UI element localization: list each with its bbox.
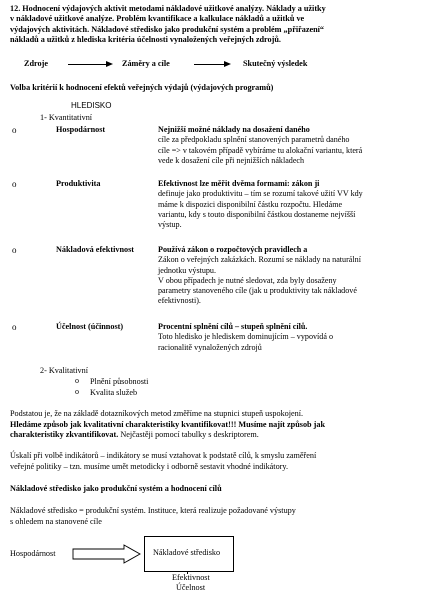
criterion-name: Produktivita [56, 179, 101, 188]
quantitative-label: 1- Kvantitativní [40, 113, 93, 122]
section-title: Nákladové středisko jako produkční systém a hodnocení cílů [10, 484, 222, 493]
criterion-description [158, 322, 333, 353]
flow-result: Skutečný výsledek [243, 59, 308, 68]
paragraph-line: Hledáme způsob jak kvalitativní charakteristiky kvantifikovat!!! Musíme najít způsob jak [10, 419, 326, 429]
criterion-line: definuje jako produktivitu – tím se rozumí takové užití VV kdy [158, 189, 363, 199]
criterion-line: parametry stanoveného cíle (jak u produktivity tak nákladové [158, 286, 357, 296]
criterion-line: variantu, kdy s touto disponibilní částkou dostaneme nejvíšší [158, 209, 356, 219]
bullet-icon: o [12, 125, 17, 135]
flow-arrow-line [68, 64, 108, 65]
paragraph-line: Podstatou je, že na základě dotazníkových metod změříme na stupnici stupeň uspokojení. [10, 409, 304, 418]
text: Nejčastěji pomocí tabulky s deskriptorem. [118, 430, 259, 439]
criterion-description [158, 125, 362, 166]
criterion-description [158, 245, 361, 307]
paragraph-line: Nákladové středisko = produkční systém. Instituce, která realizuje požadované výstupy [10, 506, 296, 515]
hledisko-label: HLEDISKO [71, 101, 112, 110]
below-label: Efektivnost [172, 573, 210, 582]
heading-line: nákladů a užitků z hlediska kritéria účelnosti vynaložených veřejných zdrojů. [10, 35, 281, 45]
list-item: Kvalita služeb [90, 388, 138, 397]
paragraph-line: s ohledem na stanovené cíle [10, 516, 102, 526]
heading-line: 12. Hodnocení výdajových aktivit metodami nákladové užitkové analýzy. Náklady a užitky [10, 4, 326, 13]
paragraph-line: veřejné politiky – tzn. musíme umět metodicky i odborně sestavit vhodné indikátory. [10, 461, 289, 471]
criterion-line: Toto hledisko je hlediskem dominujícím – vypovídá o [158, 332, 334, 342]
criterion-line: cíle => v takovém případě vybíráme tu alokační variantu, která [158, 145, 363, 155]
diagram-left-label: Hospodárnost [10, 549, 56, 558]
bold-text: charakteristiky zkvantifikovat. [10, 430, 119, 439]
bullet-icon: o [75, 387, 79, 396]
bullet-icon: o [12, 322, 17, 332]
heading-line: výdajových aktivitách. Nákladové středisko jako produkční systém a problém „přiřazení“ [10, 24, 325, 34]
criterion-line: vede k dosažení cíle při nejnižších nákladech [158, 155, 305, 165]
bullet-icon: o [75, 376, 79, 385]
flow-arrow-line [194, 64, 226, 65]
paragraph-line: Úskalí při volbě indikátorů – indikátory se musí vztahovat k podstatě cílů, k smyslu zaměření [10, 451, 317, 460]
criterion-line: jednotku výstupu. [158, 265, 217, 275]
flow-arrow-icon [224, 61, 231, 67]
flow-arrow-icon [106, 61, 113, 67]
criteria-title: Volba kritérií k hodnocení efektů veřejných výdajů (výdajových programů) [10, 83, 274, 92]
block-arrow-icon [72, 544, 142, 564]
list-item: Plnění působnosti [90, 377, 149, 386]
flow-source: Zdroje [24, 59, 48, 68]
criterion-line: V obou případech je nutné sledovat, zda byly dosaženy [158, 275, 337, 285]
criterion-line: Používá zákon o rozpočtových pravidlech a [158, 245, 308, 254]
criterion-line: Zákon o veřejných zakázkách. Rozumí se náklady na naturální [158, 255, 361, 265]
flow-goals: Záměry a cíle [122, 59, 170, 68]
bullet-icon: o [12, 245, 17, 255]
heading-line: v nákladové užitkové analýze. Problém kvantifikace a kalkulace nákladů a užitků ve [10, 14, 305, 24]
criterion-name: Hospodárnost [56, 125, 106, 134]
criterion-name: Nákladová efektivnost [56, 245, 135, 254]
paragraph-line [10, 430, 259, 440]
criterion-line: výstup. [158, 220, 182, 230]
criterion-line: máme k dispozici disponibilní částku rozpočtu. Hledáme [158, 199, 343, 209]
below-label: Účelnost [176, 583, 206, 592]
criterion-line: Nejnižší možné náklady na dosažení daného [158, 125, 310, 134]
criterion-line: Efektivnost lze měřit dvěma formami: zákon ji [158, 179, 320, 188]
bullet-icon: o [12, 179, 17, 189]
criterion-line: cíle za předpokladu splnění stanovených parametrů daného [158, 135, 350, 145]
criterion-description [158, 179, 363, 230]
criterion-name: Účelnost (účinnost) [56, 322, 124, 331]
criterion-line: efektivnosti). [158, 296, 201, 306]
document-heading [10, 4, 432, 46]
criterion-line: Procentní splnění cílů – stupeň splnění cílů. [158, 322, 308, 331]
box-label: Nákladové středisko [153, 548, 221, 557]
criterion-line: racionalitě vynaložených zdrojů [158, 342, 262, 352]
qualitative-label: 2- Kvalitativní [40, 366, 88, 375]
